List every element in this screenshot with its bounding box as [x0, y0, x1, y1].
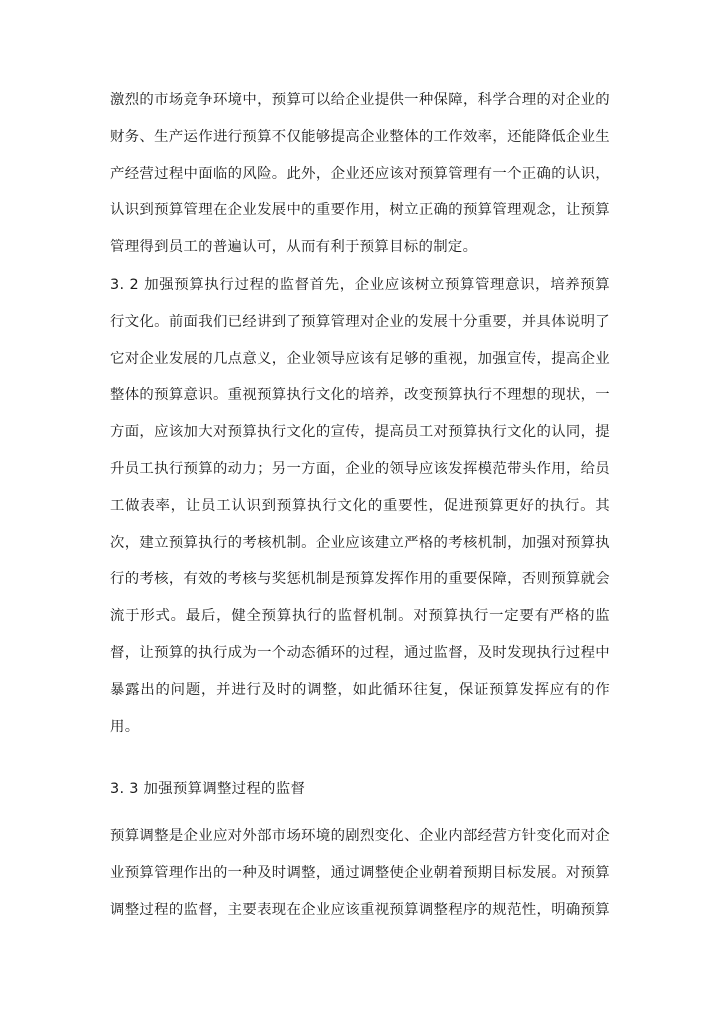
text-line: 整体的预算意识。重视预算执行文化的培养，改变预算执行不理想的现状，一	[110, 387, 610, 404]
text-line: 业预算管理作出的一种及时调整，通过调整使企业朝着预期目标发展。对预算	[110, 864, 610, 881]
text-line: 预算调整是企业应对外部市场环境的剧烈变化、企业内部经营方针变化而对企	[110, 828, 610, 844]
text-line: 工做表率，让员工认识到预算执行文化的重要性，促进预算更好的执行。其	[110, 497, 610, 514]
text-line: 升员工执行预算的动力；另一方面，企业的领导应该发挥模范带头作用，给员	[110, 460, 610, 477]
paragraph-budget-adjustment	[110, 818, 610, 928]
text-line: 产经营过程中面临的风险。此外，企业还应该对预算管理有一个正确的认识，	[110, 165, 610, 182]
paragraph-budget-importance	[110, 82, 610, 266]
text-line: 暴露出的问题，并进行及时的调整，如此循环往复，保证预算发挥应有的作	[110, 681, 610, 698]
text-line: 行文化。前面我们已经讲到了预算管理对企业的发展十分重要，并具体说明了	[110, 313, 610, 330]
text-line: 用。	[110, 718, 140, 735]
paragraph-budget-execution-supervision	[110, 267, 610, 745]
text-line: 财务、生产运作进行预算不仅能够提高企业整体的工作效率，还能降低企业生	[110, 128, 610, 145]
text-line: 它对企业发展的几点意义，企业领导应该有足够的重视，加强宣传，提高企业	[110, 350, 610, 367]
text-line: 认识到预算管理在企业发展中的重要作用，树立正确的预算管理观念，让预算	[110, 202, 610, 219]
section-heading-3-3	[110, 771, 610, 808]
text-line: 流于形式。最后，健全预算执行的监督机制。对预算执行一定要有严格的监	[110, 608, 610, 625]
text-line: 次，建立预算执行的考核机制。企业应该建立严格的考核机制，加强对预算执	[110, 534, 610, 551]
text-line: 方面，应该加大对预算执行文化的宣传，提高员工对预算执行文化的认同，提	[110, 424, 610, 441]
text-line: 调整过程的监督，主要表现在企业应该重视预算调整程序的规范性，明确预算	[110, 901, 610, 918]
text-line: 管理得到员工的普遍认可，从而有利于预算目标的制定。	[110, 239, 478, 256]
text-line: 激烈的市场竞争环境中，预算可以给企业提供一种保障，科学合理的对企业的	[110, 92, 610, 108]
text-line: 3. 2 加强预算执行过程的监督首先，企业应该树立预算管理意识，培养预算	[110, 277, 610, 293]
text-line: 行的考核，有效的考核与奖惩机制是预算发挥作用的重要保障，否则预算就会	[110, 571, 610, 588]
section-heading-text: 3. 3 加强预算调整过程的监督	[110, 781, 306, 797]
text-line: 督，让预算的执行成为一个动态循环的过程，通过监督，及时发现执行过程中	[110, 644, 610, 661]
